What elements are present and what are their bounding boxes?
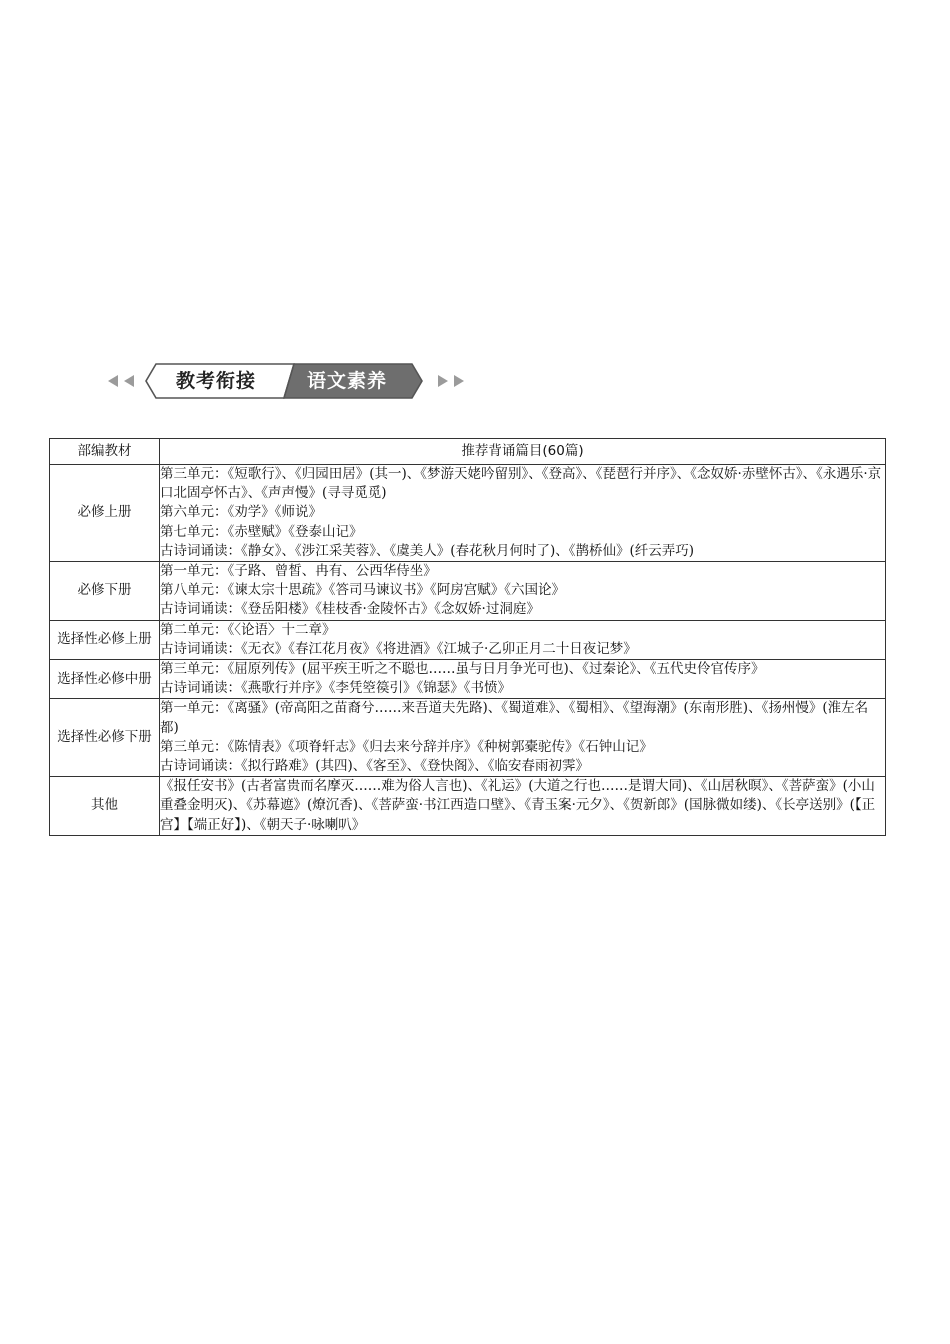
table-row bbox=[50, 465, 886, 562]
content-cell bbox=[160, 660, 886, 699]
right-arrow-icon bbox=[438, 375, 448, 387]
recitation-table bbox=[49, 438, 886, 836]
table-row bbox=[50, 777, 886, 836]
content-line: 第三单元：《屈原列传》(屈平疾王听之不聪也……虽与日月争光可也)、《过秦论》、《五代史伶官传序》 bbox=[160, 661, 765, 678]
volume-cell: 必修下册 bbox=[50, 562, 160, 621]
header-content: 推荐背诵篇目(60篇) bbox=[160, 439, 886, 465]
content-cell bbox=[160, 777, 886, 836]
table-header-row bbox=[50, 439, 886, 465]
table-row bbox=[50, 660, 886, 699]
content-line: 古诗词诵读：《静女》、《涉江采芙蓉》、《虞美人》(春花秋月何时了)、《鹊桥仙》(纤云弄巧) bbox=[160, 542, 695, 559]
content-line: 第八单元：《谏太宗十思疏》《答司马谏议书》《阿房宫赋》《六国论》 bbox=[160, 582, 565, 599]
content-cell bbox=[160, 465, 886, 562]
header-volume: 部编教材 bbox=[50, 439, 160, 465]
banner-right-label: 语文素养 bbox=[307, 370, 388, 392]
volume-cell: 其他 bbox=[50, 777, 160, 836]
content-line: 古诗词诵读：《登岳阳楼》《桂枝香·金陵怀古》《念奴娇·过洞庭》 bbox=[160, 601, 540, 618]
volume-cell: 选择性必修上册 bbox=[50, 620, 160, 659]
banner-frame bbox=[104, 362, 476, 400]
left-arrow-icon bbox=[108, 375, 118, 387]
content-cell bbox=[160, 562, 886, 621]
content-line: 第二单元：《〈论语〉十二章》 bbox=[160, 621, 336, 638]
content-line: 古诗词诵读：《无衣》《春江花月夜》《将进酒》《江城子·乙卯正月二十日夜记梦》 bbox=[160, 640, 637, 657]
content-line: 古诗词诵读：《拟行路难》(其四)、《客至》、《登快阁》、《临安春雨初霁》 bbox=[160, 758, 590, 775]
banner-left-label: 教考衔接 bbox=[176, 370, 257, 392]
left-arrow-icon bbox=[124, 375, 134, 387]
section-banner bbox=[104, 362, 476, 400]
content-line: 第三单元：《短歌行》、《归园田居》(其一)、《梦游天姥吟留别》、《登高》、《琵琶行并序》、《念奴娇·赤壁怀古》、《永遇乐·京口北固亭怀古》、《声声慢》(寻寻觅觅) bbox=[160, 466, 882, 502]
table-row bbox=[50, 562, 886, 621]
content-line: 第三单元：《陈情表》《项脊轩志》《归去来兮辞并序》《种树郭橐驼传》《石钟山记》 bbox=[160, 738, 653, 755]
content-line: 第六单元：《劝学》《师说》 bbox=[160, 504, 322, 521]
content-cell bbox=[160, 620, 886, 659]
volume-cell: 必修上册 bbox=[50, 465, 160, 562]
content-line: 《报任安书》(古者富贵而名摩灭……难为俗人言也)、《礼运》(大道之行也……是谓大同)、《山居秋暝》、《菩萨蛮》(小山重叠金明灭)、《苏幕遮》(燎沉香)、《菩萨蛮·书江西造口壁》、《青玉案·元夕》、《贺新郎》(国脉微如缕)、《长亭送别》(【正宫】【端正好】)、《朝天子·咏喇叭》 bbox=[160, 778, 876, 833]
table-row bbox=[50, 699, 886, 777]
table-row bbox=[50, 620, 886, 659]
volume-cell: 选择性必修中册 bbox=[50, 660, 160, 699]
content-cell bbox=[160, 699, 886, 777]
content-line: 第一单元：《子路、曾皙、冉有、公西华侍坐》 bbox=[160, 563, 437, 580]
content-line: 第七单元：《赤壁赋》《登泰山记》 bbox=[160, 523, 363, 540]
content-line: 古诗词诵读：《燕歌行并序》《李凭箜篌引》《锦瑟》《书愤》 bbox=[160, 680, 511, 697]
volume-cell: 选择性必修下册 bbox=[50, 699, 160, 777]
right-arrow-icon bbox=[454, 375, 464, 387]
content-line: 第一单元：《离骚》(帝高阳之苗裔兮……来吾道夫先路)、《蜀道难》、《蜀相》、《望海潮》(东南形胜)、《扬州慢》(淮左名都) bbox=[160, 700, 869, 736]
